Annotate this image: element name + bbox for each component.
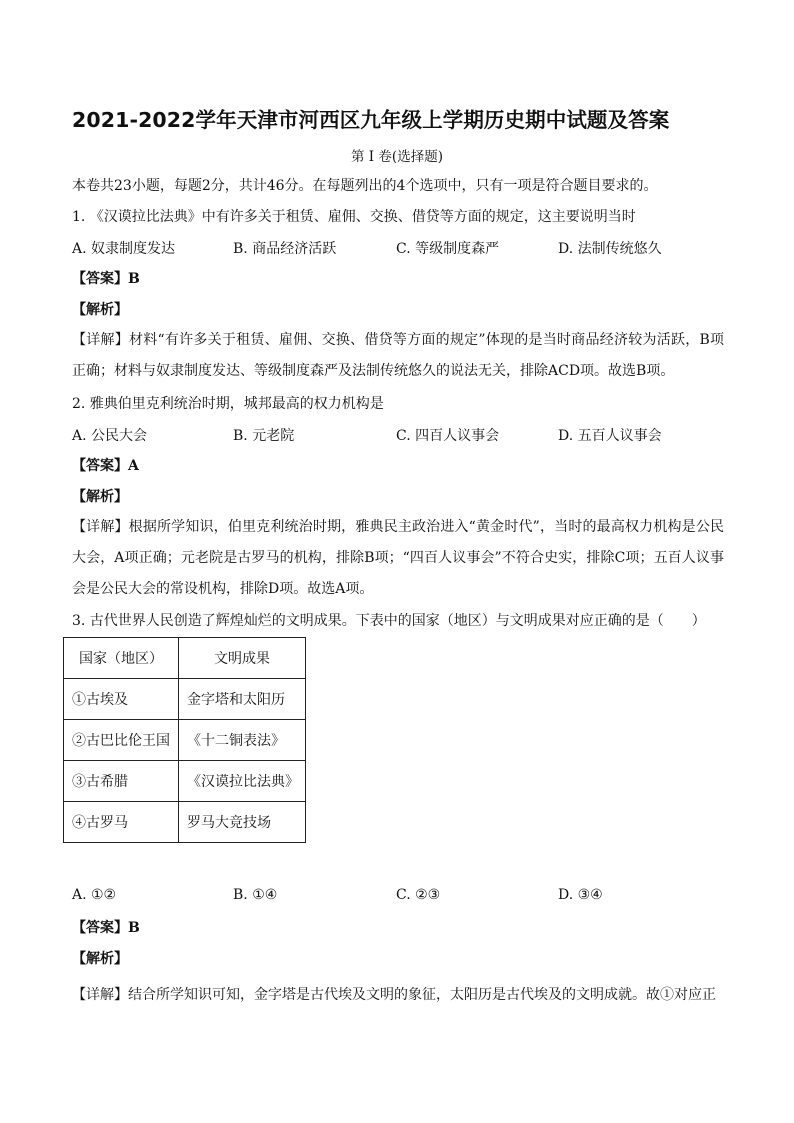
section-heading: 第 I 卷(选择题) (351, 149, 443, 165)
question-3-detail: 【详解】结合所学知识可知，金字塔是古代埃及文明的象征，太阳历是古代埃及的文明成就。故①对应正 (72, 987, 716, 1003)
table-row (64, 679, 306, 720)
option-d: D. ③④ (558, 887, 603, 903)
table-row (64, 720, 306, 761)
question-2-stem: 2. 雅典伯里克利统治时期，城邦最高的权力机构是 (72, 396, 384, 412)
page-title: 2021-2022学年天津市河西区九年级上学期历史期中试题及答案 (72, 108, 670, 132)
instructions: 本卷共23小题，每题2分，共计46分。在每题列出的4个选项中，只有一项是符合题目要求的。 (72, 178, 658, 194)
table-header-cell: 国家（地区） (64, 638, 179, 679)
table-cell: ①古埃及 (64, 679, 179, 720)
question-3-analysis-label: 【解析】 (72, 951, 128, 967)
table-row (64, 802, 306, 843)
question-2-options (72, 425, 722, 445)
table-cell: 《汉谟拉比法典》 (179, 761, 306, 802)
question-2-analysis-label: 【解析】 (72, 489, 128, 505)
question-3-options (72, 887, 722, 907)
question-1-answer: 【答案】B (72, 271, 140, 287)
option-c: C. 等级制度森严 (396, 241, 500, 257)
table-cell: ②古巴比伦王国 (64, 720, 179, 761)
option-b: B. 商品经济活跃 (233, 241, 337, 257)
option-a: A. 奴隶制度发达 (72, 241, 176, 257)
option-c: C. 四百人议事会 (396, 428, 500, 444)
table-cell: 金字塔和太阳历 (179, 679, 306, 720)
question-3-answer: 【答案】B (72, 920, 140, 936)
table-row (64, 761, 306, 802)
option-a: A. ①② (72, 887, 117, 903)
table-cell: ④古罗马 (64, 802, 179, 843)
table-cell: 罗马大竞技场 (179, 802, 306, 843)
table-header-row (64, 638, 306, 679)
option-b: B. ①④ (233, 887, 278, 903)
question-1-analysis-label: 【解析】 (72, 302, 128, 318)
civilization-table (63, 637, 306, 843)
question-1-options (72, 238, 722, 258)
question-2-answer: 【答案】A (72, 458, 139, 474)
question-1-stem: 1. 《汉谟拉比法典》中有许多关于租赁、雇佣、交换、借贷等方面的规定，这主要说明当时 (72, 209, 636, 225)
option-b: B. 元老院 (233, 428, 295, 444)
option-d: D. 五百人议事会 (558, 428, 662, 444)
question-2-detail: 【详解】根据所学知识，伯里克利统治时期，雅典民主政治进入“黄金时代”，当时的最高权力机构是公民大会，A项正确；元老院是古罗马的机构，排除B项；“四百人议事会”不符合史实，排除C项；五百人议事会是公民大会的常设机构，排除D项。故选A项。 (72, 519, 724, 597)
table-cell: ③古希腊 (64, 761, 179, 802)
option-d: D. 法制传统悠久 (558, 241, 662, 257)
option-c: C. ②③ (396, 887, 441, 903)
option-a: A. 公民大会 (72, 428, 148, 444)
table-cell: 《十二铜表法》 (179, 720, 306, 761)
question-3-stem: 3. 古代世界人民创造了辉煌灿烂的文明成果。下表中的国家（地区）与文明成果对应正确的是（ ） (72, 613, 706, 629)
table-header-cell: 文明成果 (179, 638, 306, 679)
question-1-detail: 【详解】材料“有许多关于租赁、雇佣、交换、借贷等方面的规定”体现的是当时商品经济较为活跃，B项正确；材料与奴隶制度发达、等级制度森严及法制传统悠久的说法无关，排除ACD项。故选B项。 (72, 332, 724, 379)
